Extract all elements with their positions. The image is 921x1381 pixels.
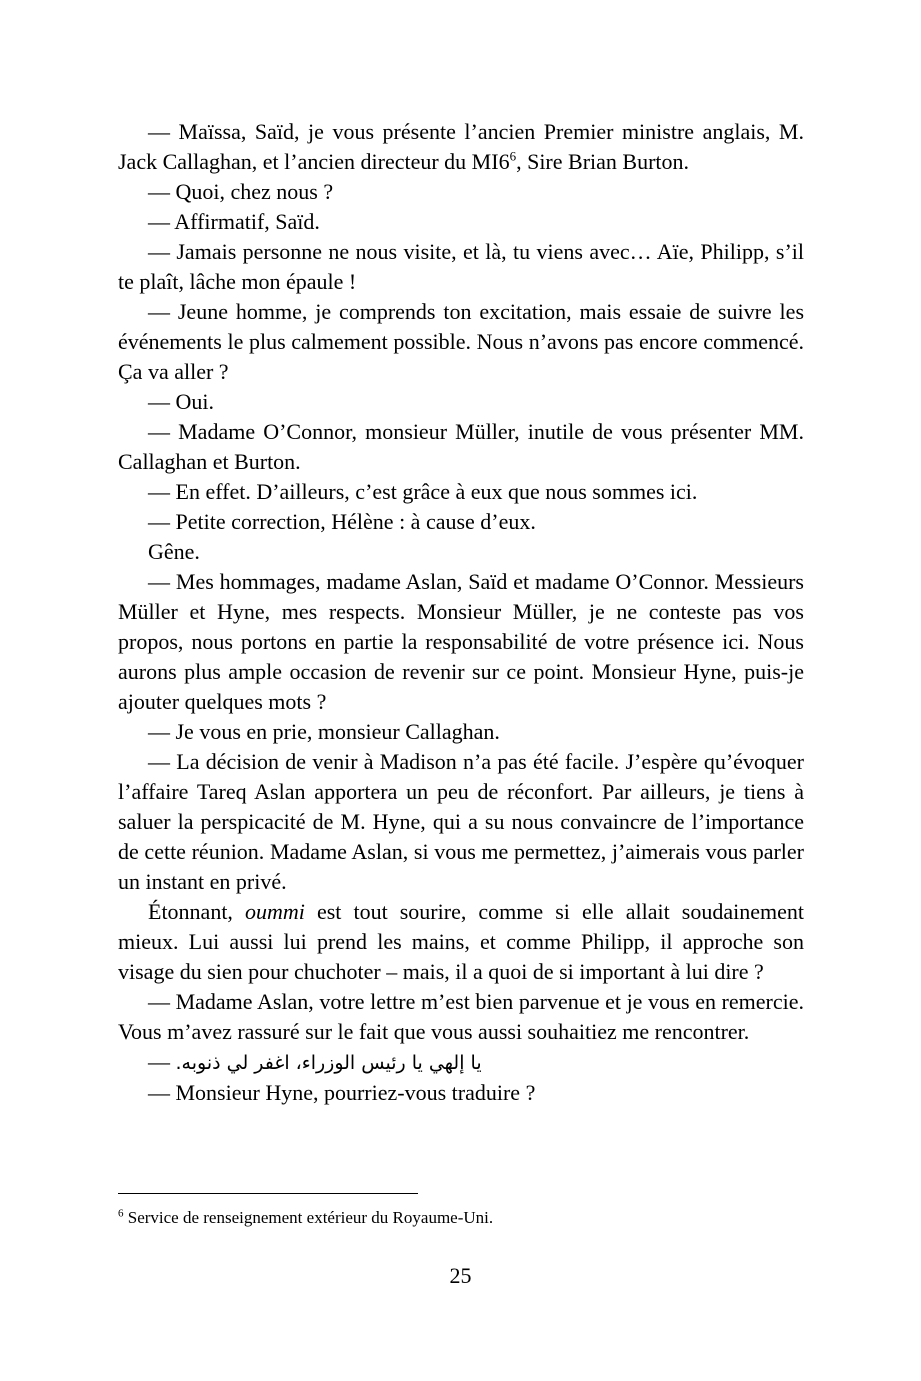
footnote [118,1206,804,1230]
paragraph-14: Étonnant, oummi est tout sourire, comme si elle allait soudainement mieux. Lui aussi lui prend les mains, et comme Philipp, il approche son visage du sien pour chuchoter – mais, il a quoi de si important à lui dire ? [118,899,804,984]
footnote-separator [118,1193,418,1194]
paragraph-13: — La décision de venir à Madison n’a pas été facile. J’espère qu’évoquer l’affaire Tareq Aslan apportera un peu de réconfort. Par ailleurs, je tiens à saluer la perspicacité de M. Hyne, qui a su nous convaincre de l’importance de cette réunion. Madame Aslan, si vous me permettez, j’aimerais vous parler un instant en privé. [118,749,804,894]
italic-word: oummi [245,899,305,924]
dialogue-dash: — [148,1049,176,1074]
paragraph-7: — Madame O’Connor, monsieur Müller, inutile de vous présenter MM. Callaghan et Burton. [118,419,804,474]
footnote-number: 6 [118,1207,124,1220]
footnote-ref[interactable]: 6 [509,148,517,164]
paragraph-12: — Je vous en prie, monsieur Callaghan. [148,719,500,744]
page-number: 25 [449,1263,472,1288]
paragraph-15: — Madame Aslan, votre lettre m’est bien parvenue et je vous en remercie. Vous m’avez rassuré sur le fait que vous aussi souhaitiez me rencontrer. [118,989,804,1044]
page-body [118,117,804,1108]
arabic-text: يا إلهي يا رئيس الوزراء، اغفر لي ذنوبه. [175,1052,482,1074]
paragraph-8: — En effet. D’ailleurs, c’est grâce à eux que nous sommes ici. [148,479,698,504]
paragraph-10: Gêne. [148,539,200,564]
paragraph-4: — Jamais personne ne nous visite, et là, tu viens avec… Aïe, Philipp, s’il te plaît, lâche mon épaule ! [118,239,804,294]
paragraph-6: — Oui. [148,389,214,414]
footnote-text: Service de renseignement extérieur du Royaume-Uni. [123,1208,494,1227]
arabic-dialogue-line [118,1047,804,1078]
paragraph-2: — Quoi, chez nous ? [148,179,334,204]
paragraph-last: — Monsieur Hyne, pourriez-vous traduire ? [148,1080,536,1105]
paragraph-3: — Affirmatif, Saïd. [148,209,320,234]
paragraph-5: — Jeune homme, je comprends ton excitation, mais essaie de suivre les événements le plus calmement possible. Nous n’avons pas encore commencé. Ça va aller ? [118,299,804,384]
paragraph-1: — Maïssa, Saïd, je vous présente l’ancien Premier ministre anglais, M. Jack Callaghan, et l’ancien directeur du $MI6^6$, Sire Brian Burton. [118,119,804,174]
paragraph-9: — Petite correction, Hélène : à cause d’eux. [148,509,536,534]
paragraph-11: — Mes hommages, madame Aslan, Saïd et madame O’Connor. Messieurs Müller et Hyne, mes respects. Monsieur Müller, je ne conteste pas vos propos, nous portons en partie la responsabilité de votre présence ici. Nous aurons plus ample occasion de revenir sur ce point. Monsieur Hyne, puis-je ajouter quelques mots ? [118,569,804,714]
